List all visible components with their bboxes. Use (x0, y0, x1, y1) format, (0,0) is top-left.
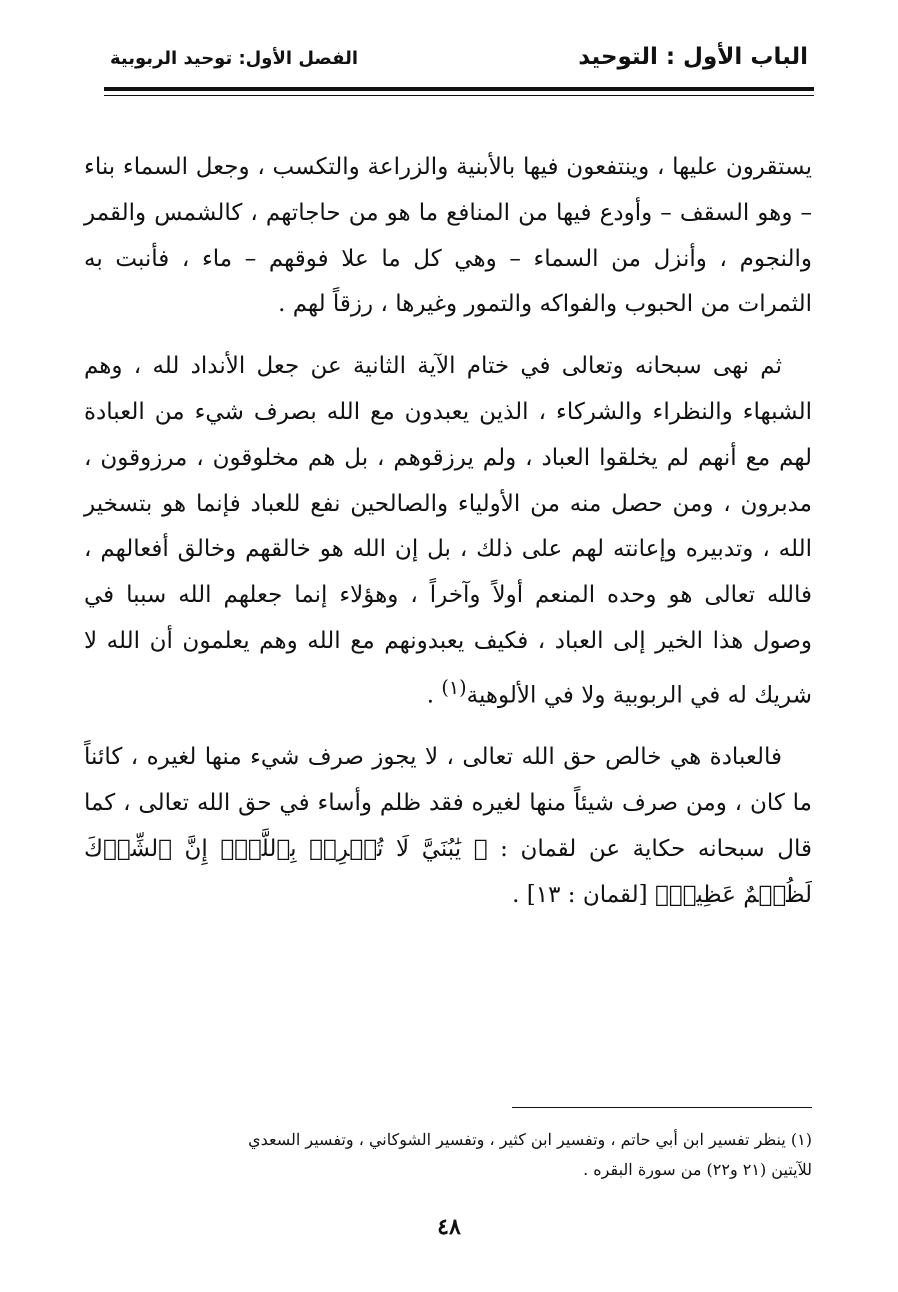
quran-reference: [لقمان : ١٣] . (512, 881, 648, 908)
paragraph-2 (84, 344, 812, 719)
footnote-reference: (١) (441, 675, 467, 699)
footnote (84, 1125, 812, 1185)
running-header-section: الفصل الأول: توحيد الربوبية (110, 48, 359, 69)
paragraph-2-text: ثم نهى سبحانه وتعالى في ختام الآية الثانية عن جعل الأنداد لله ، وهم الشبهاء والنظراء والشركاء ، الذين يعبدون مع الله بصرف شيء من العبادة لهم مع أنهم لم يخلقوا العباد ، ولم يرزقوهم ، بل هم مخلوقون ، مرزوقون ، مدبرون ، ومن حصل منه من الأولياء والصالحين نفع للعباد فإنما هو بتسخير الله ، وتدبيره وإعانته لهم على ذلك ، بل إن الله هو خالقهم وخالق أفعالهم ، فالله تعالى هو وحده المنعم أولاً وآخراً ، وهؤلاء إنما جعلهم الله سببا في وصول هذا الخير إلى العباد ، فكيف يعبدونهم مع الله وهم يعلمون أن الله لا شريك له في الربوبية ولا في الألوهية (84, 353, 812, 709)
footnote-line-2: للآيتين (٢١ و٢٢) من سورة البقره . (583, 1160, 812, 1179)
header-rule-thin (104, 95, 814, 96)
paragraph-3-text: فالعبادة هي خالص حق الله تعالى ، لا يجوز صرف شيء منها لغيره ، كائناً ما كان ، ومن صرف شيئاً منها لغيره فقد ظلم وأساء في حق الله تعالى ، كما قال سبحانه حكاية عن لقمان : (84, 744, 812, 862)
quran-verse: يَٰبُنَيَّ لَا تُشۡرِكۡ بِٱللَّهِۖ إِنَّ ٱلشِّرۡكَ لَظُلۡمٌ عَظِيمٞ (84, 835, 812, 908)
paragraph-3 (84, 735, 812, 918)
running-header-chapter: الباب الأول : التوحيد (578, 44, 808, 70)
footnote-separator (512, 1107, 812, 1108)
quran-bracket-close: ﴾ (654, 881, 669, 908)
paragraph-2-end: . (426, 682, 442, 709)
paragraph-1: يستقرون عليها ، وينتفعون فيها بالأبنية والزراعة والتكسب ، وجعل السماء بناء – وهو السقف – وأودع فيها من المنافع ما هو من حاجاتهم ، كالشمس والقمر والنجوم ، وأنزل من السماء – وهي كل ما علا فوقهم – ماء ، فأنبت به الثمرات من الحبوب والفواكه والتمور وغيرها ، رزقاً لهم . (84, 154, 812, 318)
body-text (84, 145, 812, 918)
header-rule-thick (104, 87, 814, 91)
footnote-line-1: (١) ينظر تفسير ابن أبي حاتم ، وتفسير ابن كثير ، وتفسير الشوكاني ، وتفسير السعدي (248, 1130, 812, 1149)
quran-bracket-open: ﴿ (473, 835, 488, 862)
page-number: ٤٨ (437, 1214, 461, 1240)
